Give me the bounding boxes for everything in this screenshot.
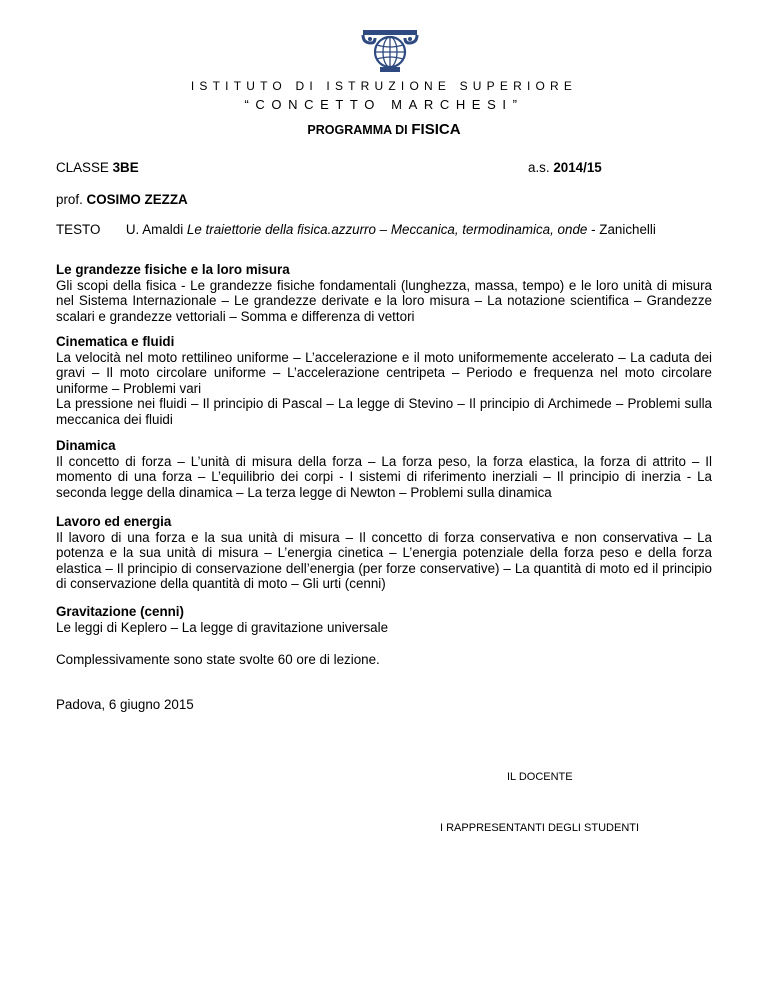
section-dinamica [56, 438, 712, 500]
section-cinematica [56, 334, 712, 427]
title-part2: FISICA [411, 121, 461, 138]
section-text: La velocità nel moto rettilineo uniforme – L’accelerazione e il moto uniformemente accelerato – La caduta dei gravi – Il moto circolare uniforme – L’accelerazione centripeta – Periodo e frequenza nel moto circolare uniforme – Problemi vari [56, 349, 712, 396]
section-heading: Le grandezze fisiche e la loro misura [56, 262, 290, 277]
section-text: Il lavoro di una forza e la sua unità di misura – Il concetto di forza conservativa e non conservativa – La potenza e la sua unità di misura – L’energia cinetica – L’energia potenziale della forza peso e della forza elastica – Il principio di conservazione dell’energia (per forze conservative) – La quantità di moto ed il principio di conservazione della quantità di moto – Gli urti (cenni) [56, 529, 712, 591]
text-title: Le traiettorie della fisica.azzurro – Meccanica, termodinamica, onde [186, 222, 588, 237]
students-label: I RAPPRESENTANTI DEGLI STUDENTI [440, 822, 640, 834]
teacher-line [56, 192, 188, 208]
school-subname: “CONCETTO MARCHESI” [244, 97, 524, 112]
place-date: Padova, 6 giugno 2015 [56, 697, 194, 712]
teacher-label: IL DOCENTE [507, 771, 573, 783]
class-line [56, 160, 139, 176]
students-signature-label [440, 821, 639, 837]
section-text: Il concetto di forza – L’unità di misura della forza – La forza peso, la forza elastica, la forza di attrito – Il momento di una forza – L’equilibrio dei corpi - I sistemi di riferimento inerziali – Il principio di inerzia - La seconda legge della dinamica – La terza legge di Newton – Problemi sulla dinamica [56, 453, 712, 500]
prof-name: COSIMO ZEZZA [86, 192, 188, 207]
section-heading: Cinematica e fluidi [56, 334, 175, 349]
year-value: 2014/15 [553, 160, 602, 175]
text-publisher: - Zanichelli [591, 222, 656, 237]
prof-label: prof. [56, 192, 83, 207]
section-text: Le leggi di Keplero – La legge di gravitazione universale [56, 619, 389, 635]
section-text: La pressione nei fluidi – Il principio di Pascal – La legge di Stevino – Il principio di Archimede – Problemi sulla meccanica dei fluidi [56, 396, 712, 427]
class-label: CLASSE [56, 160, 109, 175]
class-value: 3BE [112, 160, 139, 175]
text-label: TESTO [56, 222, 101, 237]
document-title [0, 122, 768, 139]
year-label: a.s. [528, 160, 550, 175]
section-lavoro [56, 514, 712, 592]
section-heading: Gravitazione (cenni) [56, 604, 184, 619]
text-author: U. Amaldi [125, 222, 184, 237]
section-text: Gli scopi della fisica - Le grandezze fisiche fondamentali (lunghezza, massa, tempo) e le loro unità di misura nel Sistema Internazionale – Le grandezze derivate e la loro misura – La notazione scientifica – Grandezze scalari e grandezze vettoriali – Somma e differenza di vettori [56, 277, 712, 324]
teacher-signature-label [507, 770, 573, 786]
section-gravitazione [56, 604, 712, 635]
school-logo [361, 28, 419, 74]
hours-note: Complessivamente sono state svolte 60 ore di lezione. [56, 652, 380, 667]
school-name: ISTITUTO DI ISTRUZIONE SUPERIORE [190, 79, 578, 93]
section-heading: Lavoro ed energia [56, 514, 172, 529]
school-year [528, 160, 602, 176]
section-heading: Dinamica [56, 438, 116, 453]
title-part1: PROGRAMMA DI [307, 123, 408, 137]
section-grandezze [56, 262, 712, 324]
textbook-line [56, 222, 656, 238]
